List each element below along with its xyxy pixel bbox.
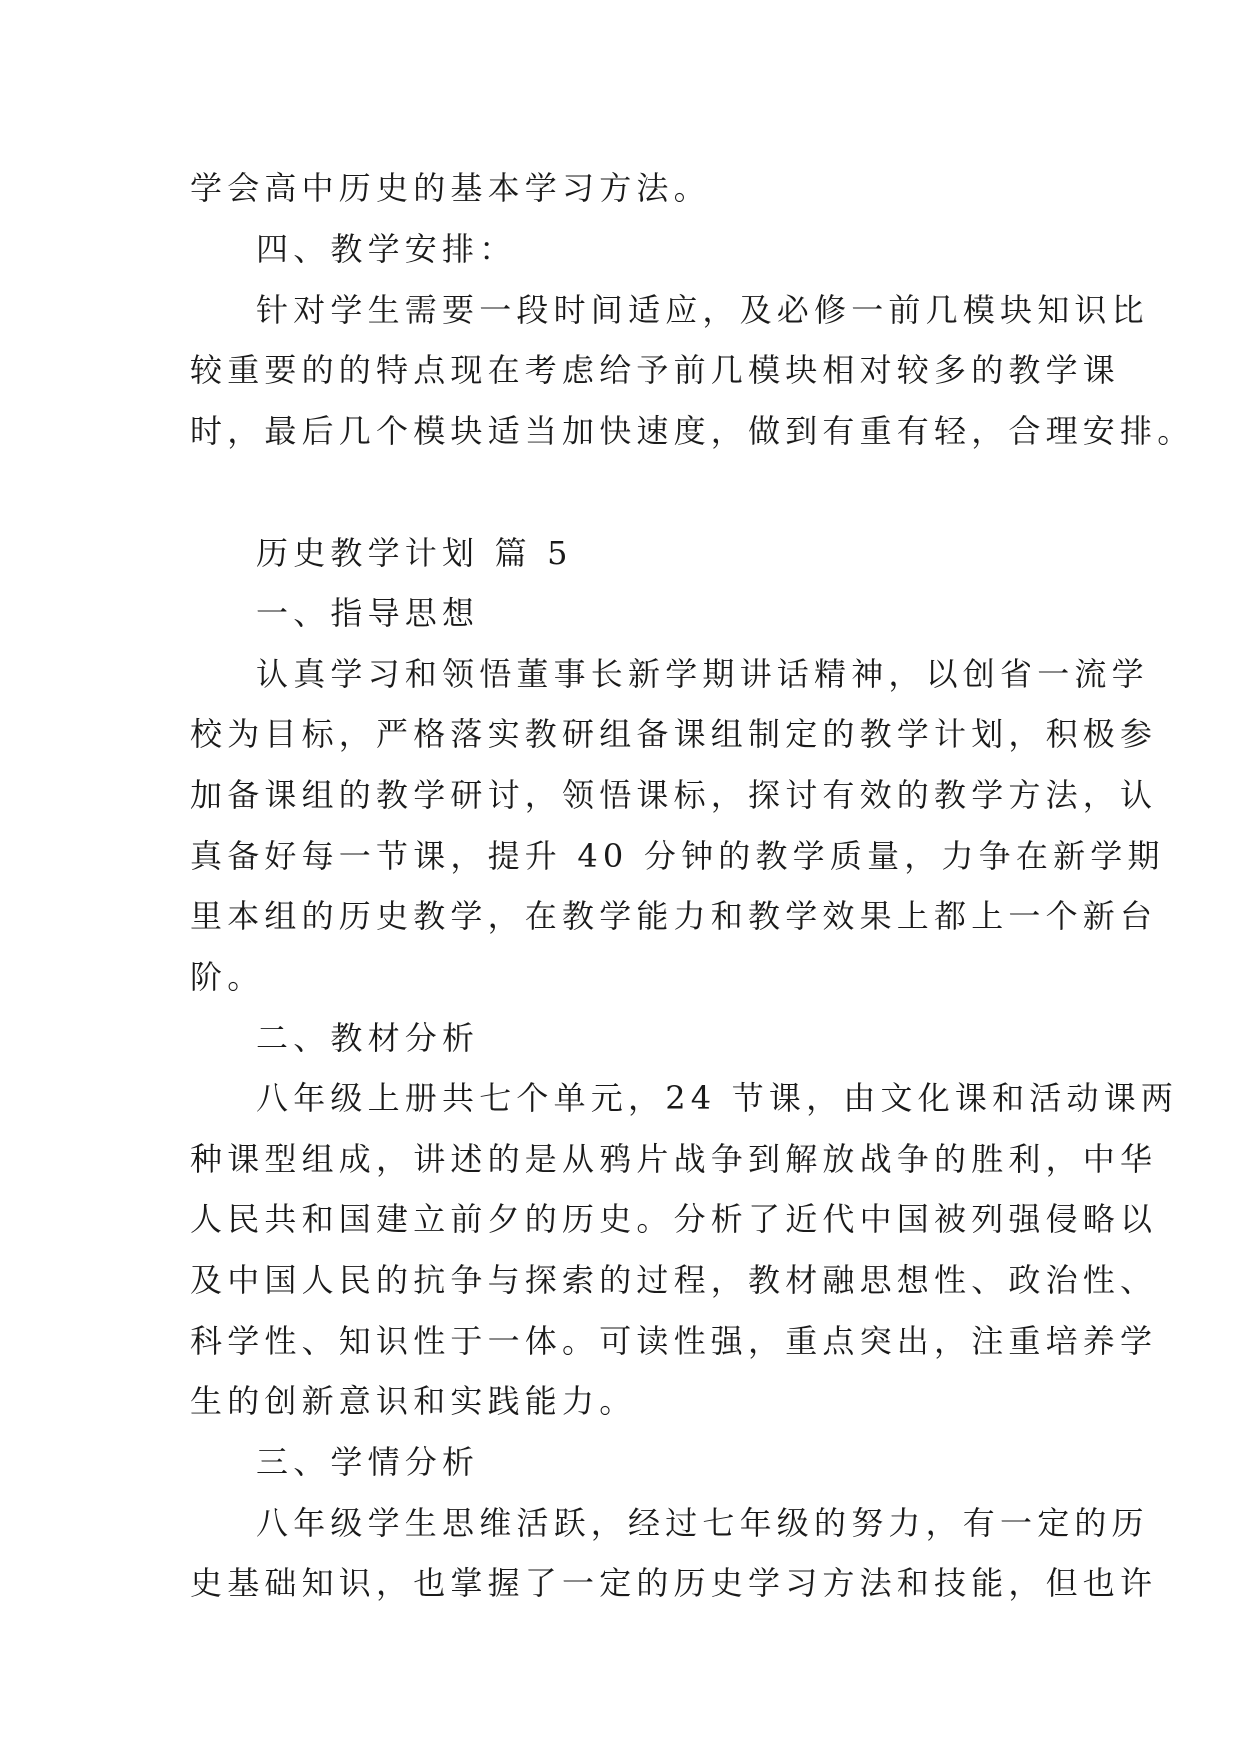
- text-line: 里本组的历史教学，在教学能力和教学效果上都上一个新台: [190, 897, 1158, 935]
- text-line: 校为目标，严格落实教研组备课组制定的教学计划，积极参: [190, 715, 1158, 753]
- document-title: 历史教学计划 篇 5: [256, 534, 573, 572]
- section-heading: 二、教材分析: [256, 1019, 480, 1057]
- text-line: 科学性、知识性于一体。可读性强，重点突出，注重培养学: [190, 1322, 1158, 1360]
- section-heading: 三、学情分析: [256, 1443, 480, 1481]
- text-line: 学会高中历史的基本学习方法。: [190, 169, 711, 207]
- text-line: 史基础知识，也掌握了一定的历史学习方法和技能，但也许: [190, 1564, 1158, 1602]
- text-line: 加备课组的教学研讨，领悟课标，探讨有效的教学方法，认: [190, 776, 1158, 814]
- text-line: 真备好每一节课，提升 40 分钟的教学质量，力争在新学期: [190, 837, 1165, 875]
- text-line: 及中国人民的抗争与探索的过程，教材融思想性、政治性、: [190, 1261, 1158, 1299]
- text-line: 认真学习和领悟董事长新学期讲话精神，以创省一流学: [256, 655, 1149, 693]
- text-line: 八年级学生思维活跃，经过七年级的努力，有一定的历: [256, 1504, 1149, 1542]
- text-line: 种课型组成，讲述的是从鸦片战争到解放战争的胜利，中华: [190, 1140, 1158, 1178]
- text-line: 时，最后几个模块适当加快速度，做到有重有轻，合理安排。: [190, 412, 1195, 450]
- text-line: 阶。: [190, 958, 265, 996]
- text-line: 生的创新意识和实践能力。: [190, 1382, 637, 1420]
- text-line: 针对学生需要一段时间适应，及必修一前几模块知识比: [256, 291, 1149, 329]
- section-heading: 四、教学安排：: [256, 230, 517, 268]
- section-heading: 一、指导思想: [256, 594, 480, 632]
- text-line: 较重要的的特点现在考虑给予前几模块相对较多的教学课: [190, 351, 1121, 389]
- text-line: 八年级上册共七个单元，24 节课，由文化课和活动课两: [256, 1079, 1179, 1117]
- text-line: 人民共和国建立前夕的历史。分析了近代中国被列强侵略以: [190, 1200, 1158, 1238]
